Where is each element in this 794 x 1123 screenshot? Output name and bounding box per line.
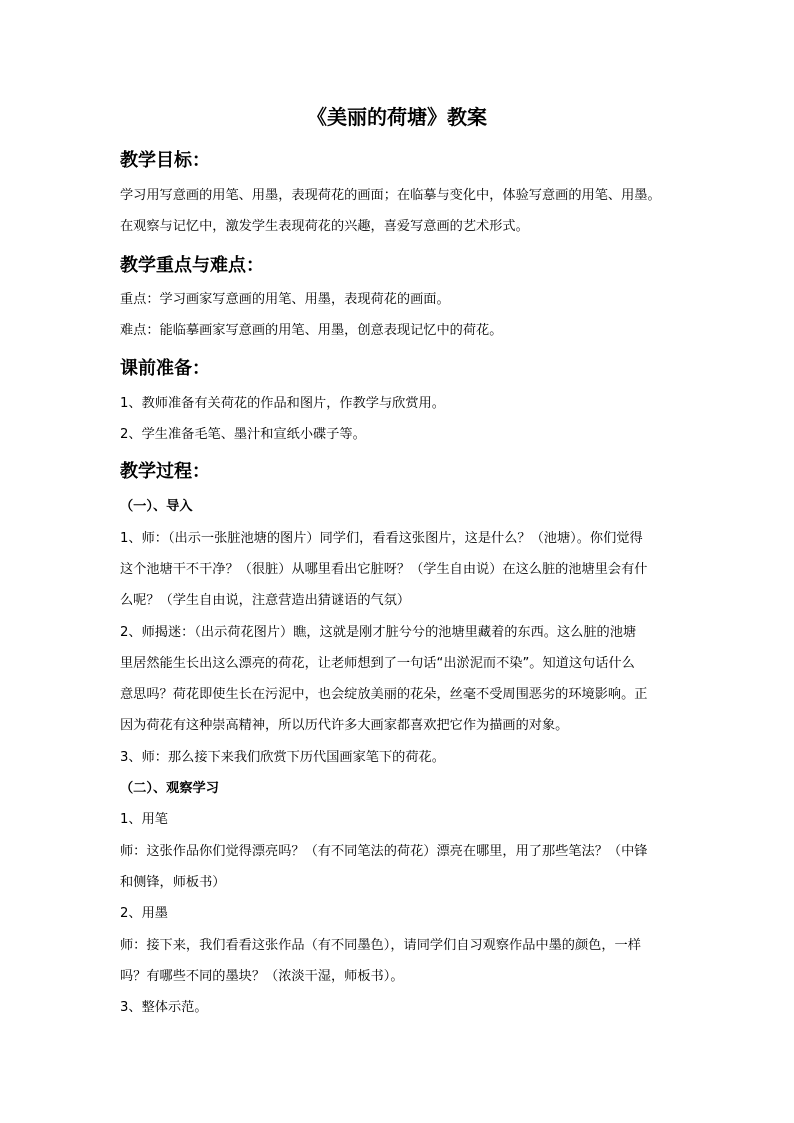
objectives-line-1: 学习用写意画的用笔、用墨，表现荷花的画面；在临摹与变化中，体验写意画的用笔、用墨。	[120, 188, 661, 203]
paragraph-line: 2、师揭迷：（出示荷花图片）瞧，这就是刚才脏兮兮的池塘里藏着的东西。这么脏的池塘	[120, 625, 637, 640]
heading-objectives: 教学目标：	[120, 150, 210, 171]
paragraph-line: 师：接下来，我们看看这张作品（有不同墨色），请同学们自习观察作品中墨的颜色，一样	[120, 938, 641, 953]
paragraph-line: 和侧锋，师板书）	[120, 875, 226, 890]
paragraph-line: 因为荷花有这种崇高精神，所以历代许多大画家都喜欢把它作为描画的对象。	[120, 718, 569, 733]
paragraph-line: 2、用墨	[120, 906, 168, 921]
paragraph-line: 么呢？（学生自由说，注意营造出猜谜语的气氛）	[120, 593, 411, 608]
heading-preparation: 课前准备：	[120, 358, 210, 379]
document-title: 《美丽的荷塘》教案	[307, 105, 487, 129]
subheading-observation: （二）、观察学习	[120, 781, 219, 796]
paragraph-line: 这个池塘干不干净？（很脏）从哪里看出它脏呀？（学生自由说）在这么脏的池塘里会有什	[120, 562, 648, 577]
heading-process: 教学过程：	[120, 461, 210, 482]
key-point-focus: 重点：学习画家写意画的用笔、用墨，表现荷花的画面。	[120, 292, 450, 307]
paragraph-line: 意思吗？荷花即使生长在污泥中，也会绽放美丽的花朵，丝毫不受周围恶劣的环境影响。正	[120, 687, 648, 702]
paragraph-line: 3、整体示范。	[120, 1000, 208, 1015]
paragraph-line: 3、师：那么接下来我们欣赏下历代国画家笔下的荷花。	[120, 750, 445, 765]
paragraph-line: 里居然能生长出这么漂亮的荷花，让老师想到了一句话“出淤泥而不染”。知道这句话什么	[120, 656, 635, 671]
paragraph-line: 吗？有哪些不同的墨块？（浓淡干湿，师板书）。	[120, 969, 404, 984]
paragraph-line: 1、用笔	[120, 812, 168, 827]
key-point-difficulty: 难点：能临摹画家写意画的用笔、用墨，创意表现记忆中的荷花。	[120, 323, 503, 338]
heading-key-points: 教学重点与难点：	[120, 255, 264, 276]
paragraph-line: 1、师：（出示一张脏池塘的图片）同学们，看看这张图片，这是什么？（池塘）。你们觉得	[120, 531, 643, 546]
paragraph-line: 师：这张作品你们觉得漂亮吗？（有不同笔法的荷花）漂亮在哪里，用了那些笔法？（中锋	[120, 844, 648, 859]
objectives-line-2: 在观察与记忆中，激发学生表现荷花的兴趣，喜爱写意画的艺术形式。	[120, 219, 529, 234]
subheading-introduction: （一）、导入	[120, 499, 193, 514]
preparation-item-1: 1、教师准备有关荷花的作品和图片，作教学与欣赏用。	[120, 396, 445, 411]
preparation-item-2: 2、学生准备毛笔、墨汁和宣纸小碟子等。	[120, 427, 366, 442]
